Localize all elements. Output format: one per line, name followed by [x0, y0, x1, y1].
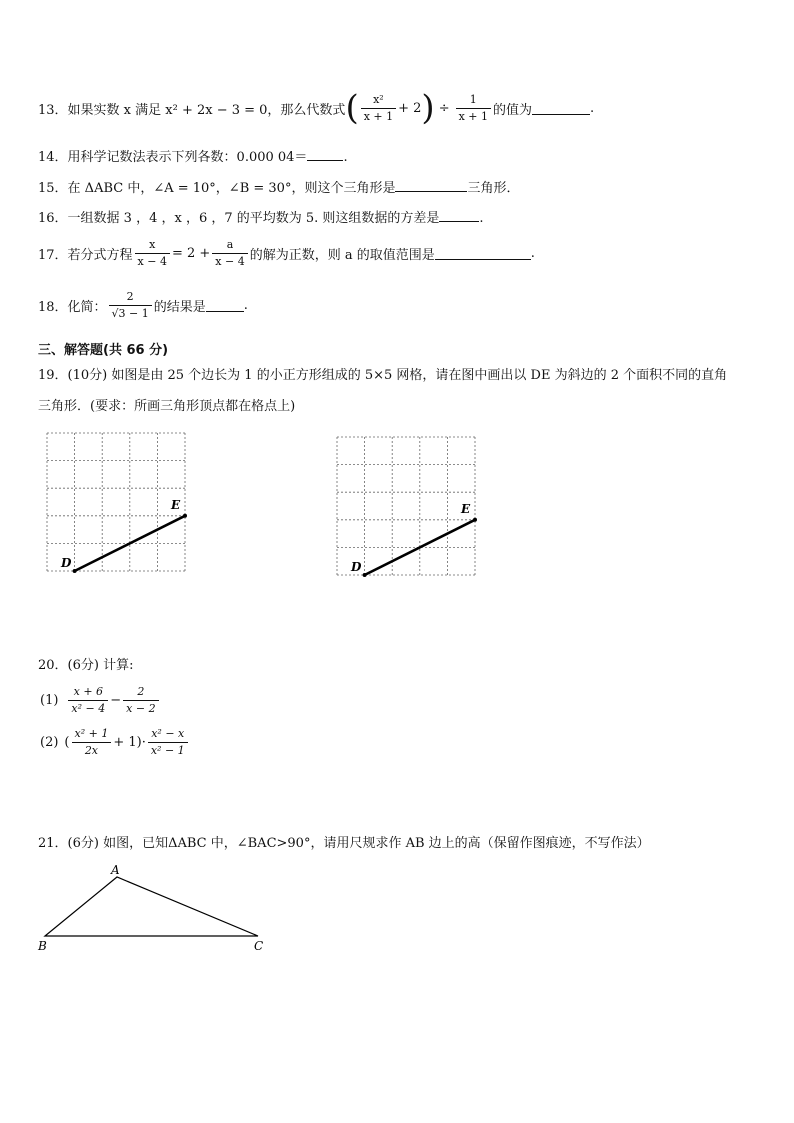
q17-frac1-num: x: [135, 239, 170, 254]
q13-frac1-num: x²: [361, 94, 396, 109]
q20-p2-f1-den: 2x: [84, 743, 99, 757]
question-20-title: 20．(6分) 计算:: [38, 658, 134, 673]
q17-fraction-1: [135, 239, 170, 267]
q13-plus-two: + 2: [398, 100, 422, 116]
q17-frac2-den: x − 4: [215, 254, 245, 268]
q14-text: 14．用科学记数法表示下列各数：0.000 04＝: [38, 150, 308, 165]
q20-p2-fraction-1: [72, 728, 112, 756]
label-a: A: [111, 863, 120, 877]
q13-frac2-den: x + 1: [458, 109, 489, 123]
q17-label: 17．若分式方程: [38, 247, 133, 263]
q18-fraction: [109, 291, 152, 319]
label-d-1: D: [61, 556, 72, 570]
q13-label: 13．如果实数 x 满足 x² + 2x − 3 = 0，那么代数式: [38, 102, 346, 118]
question-16: [38, 207, 484, 226]
q20-p1-f2-den: x − 2: [126, 701, 156, 715]
q20-p1-label: (1): [40, 692, 59, 708]
q16-end: .: [479, 211, 484, 226]
q17-fraction-2: [212, 239, 247, 267]
q18-label: 18．化简：: [38, 299, 107, 315]
grid-figure-2[interactable]: [320, 424, 500, 589]
point-d-2: [363, 573, 367, 577]
q17-mid: = 2 +: [171, 245, 211, 261]
q15-text: 15．在 ΔABC 中，∠A = 10°，∠B = 30°，则这个三角形是: [38, 181, 396, 196]
q13-tail: 的值为: [493, 102, 533, 118]
question-14: [38, 146, 348, 165]
q20-p1-fraction-1: [68, 686, 108, 714]
question-13: [38, 86, 594, 130]
answer-blank-16[interactable]: [439, 209, 479, 222]
question-15: [38, 177, 519, 196]
q20-p2-f2-num: x² − x: [148, 728, 188, 743]
question-17: [38, 234, 535, 272]
grid-figure-1[interactable]: [30, 420, 210, 585]
question-19-line-1: 19．(10分) 如图是由 25 个边长为 1 的小正方形组成的 5×5 网格，请在图中画出以 DE 为斜边的 2 个面积不同的直角: [38, 368, 728, 383]
q20-p2-fraction-2: [148, 728, 188, 756]
question-20-part-2: [40, 722, 190, 762]
q18-end: .: [243, 297, 248, 313]
question-21: 21．(6分) 如图，已知ΔABC 中，∠BAC>90°，请用尺规求作 AB 边上的高（保留作图痕迹，不写作法）: [38, 836, 650, 851]
q17-frac2-num: a: [212, 239, 247, 254]
label-e-1: E: [171, 498, 181, 512]
q20-p1-f1-num: x + 6: [68, 686, 108, 701]
q13-fraction-1: [361, 94, 396, 122]
point-d-1: [73, 569, 77, 573]
triangle-abc: [45, 877, 258, 936]
q13-divide: ÷: [438, 100, 450, 116]
label-e-2: E: [461, 502, 471, 516]
q14-end: .: [343, 150, 348, 165]
q17-tail: 的解为正数，则 a 的取值范围是: [249, 247, 435, 263]
section-title: 三、解答题(共 66 分): [38, 343, 169, 358]
q20-p2-f1-num: x² + 1: [72, 728, 112, 743]
question-18: [38, 286, 248, 324]
question-19-line-2: 三角形．(要求：所画三角形顶点都在格点上): [38, 399, 296, 414]
label-c: C: [254, 939, 264, 953]
q20-p1-f2-num: 2: [123, 686, 158, 701]
answer-blank-14[interactable]: [307, 148, 343, 161]
q13-end: .: [590, 100, 595, 116]
answer-blank-15[interactable]: [395, 179, 467, 192]
answer-blank-18[interactable]: [206, 299, 244, 312]
q18-tail: 的结果是: [153, 299, 206, 315]
q13-frac2-num: 1: [456, 94, 491, 109]
q13-frac1-den: x + 1: [363, 109, 394, 123]
q18-num: 2: [109, 291, 152, 306]
answer-blank-13[interactable]: [532, 102, 590, 115]
answer-blank-17[interactable]: [435, 247, 531, 260]
q16-text: 16．一组数据 3 ，4 ，x ，6 ，7 的平均数为 5. 则这组数据的方差是: [38, 211, 440, 226]
q20-p1-fraction-2: [123, 686, 158, 714]
q20-p1-f1-den: x² − 4: [71, 701, 106, 715]
q20-p2-open: (: [64, 734, 70, 750]
q20-p2-label: (2): [40, 734, 59, 750]
point-e-1: [183, 514, 187, 518]
q20-p2-plus: + 1)·: [113, 734, 146, 750]
q17-end: .: [530, 245, 535, 261]
question-20-part-1: [40, 681, 161, 719]
q13-left-paren: (: [345, 88, 359, 128]
triangle-figure[interactable]: [30, 858, 280, 958]
q17-frac1-den: x − 4: [137, 254, 167, 268]
q15-tail: 三角形．: [467, 181, 520, 196]
q18-den: √3 − 1: [111, 306, 149, 320]
q20-p2-f2-den: x² − 1: [150, 743, 185, 757]
label-b: B: [38, 939, 47, 953]
q13-fraction-2: [456, 94, 491, 122]
label-d-2: D: [351, 560, 362, 574]
q20-p1-minus: −: [110, 692, 122, 708]
q13-right-paren: ): [421, 88, 435, 128]
point-e-2: [473, 518, 477, 522]
